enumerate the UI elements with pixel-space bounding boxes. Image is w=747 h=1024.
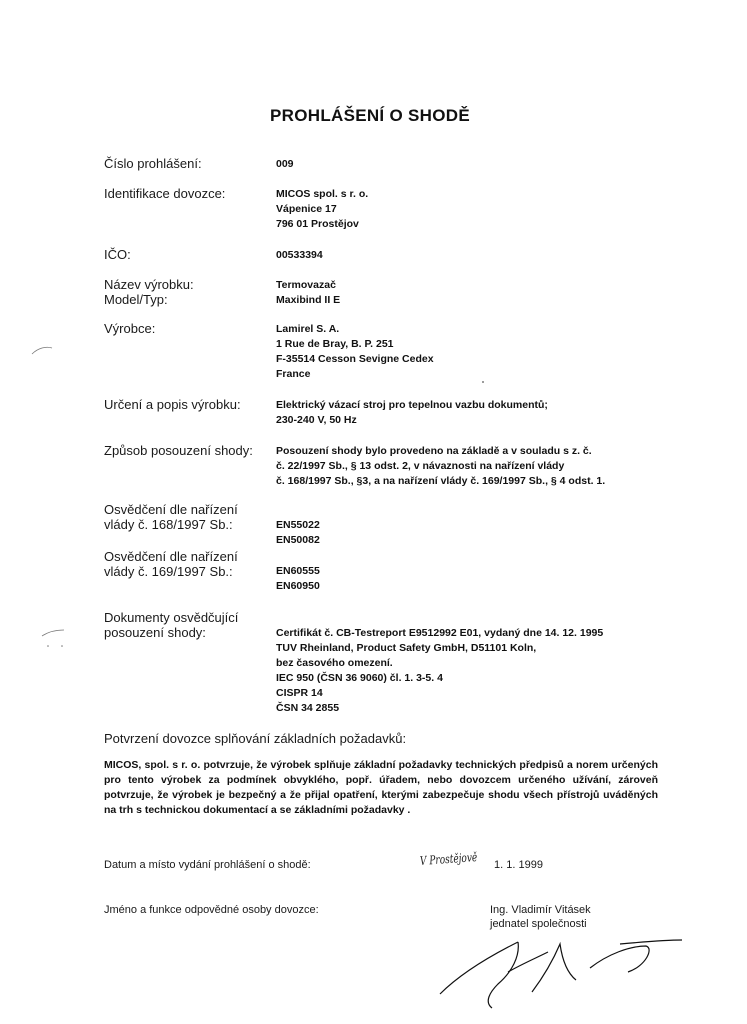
label-product-name: Název výrobku: [104, 277, 194, 292]
person-role: jednatel společnosti [490, 918, 587, 930]
label-declaration-number: Číslo prohlášení: [104, 156, 202, 171]
label-model-type: Model/Typ: [104, 292, 168, 307]
value-documents-1: Certifikát č. CB-Testreport E9512992 E01, vydaný dne 14. 12. 1995 [276, 627, 604, 639]
value-product-purpose-1: Elektrický vázací stroj pro tepelnou vazbu dokumentů; [276, 399, 548, 411]
label-certificate-169: Osvědčení dle nařízení [104, 549, 238, 564]
value-assessment-1: Posouzení shody bylo provedeno na základě a v souladu s z. č. [276, 445, 592, 457]
value-assessment-3: č. 168/1997 Sb., §3, a na nařízení vlády č. 169/1997 Sb., § 4 odst. 1. [276, 475, 606, 487]
value-manufacturer-city: F-35514 Cesson Sevigne Cedex [276, 353, 434, 365]
label-importer: Identifikace dovozce: [104, 186, 226, 201]
value-declaration-number: 009 [276, 158, 294, 170]
value-cert-169-2: EN60950 [276, 580, 320, 592]
confirmation-text: MICOS, spol. s r. o. potvrzuje, že výrobek splňuje základní požadavky technických předpisů a norem určených pro tento výrobek za podmínek obvyklého, popř. úřadem, nebo dovozcem určeného užívání, zároveň potvrzuje, že výrobek je bezpečný a že přijal opatření, kterými zabezpečuje shodu všech přístrojů uváděných na trh s technickou dokumentací a se základními požadavky . [104, 759, 658, 816]
document-title: PROHLÁŠENÍ O SHODĚ [270, 106, 470, 125]
signature-image [420, 932, 690, 1012]
label-certificate-168: Osvědčení dle nařízení [104, 502, 238, 517]
value-product-purpose-2: 230-240 V, 50 Hz [276, 414, 357, 426]
value-assessment-2: č. 22/1997 Sb., § 13 odst. 2, v návaznosti na nařízení vlády [276, 460, 565, 472]
value-model-type: Maxibind II E [276, 294, 341, 306]
value-documents-6: ČSN 34 2855 [276, 702, 340, 714]
label-certificate-168-2: vlády č. 168/1997 Sb.: [104, 517, 233, 532]
value-cert-168-2: EN50082 [276, 534, 320, 546]
scan-mark-bottom [40, 626, 70, 650]
date-label: Datum a místo vydání prohlášení o shodě: [104, 859, 311, 871]
value-importer-name: MICOS spol. s r. o. [276, 188, 369, 200]
value-manufacturer-street: 1 Rue de Bray, B. P. 251 [276, 338, 394, 350]
value-documents-2: TUV Rheinland, Product Safety GmbH, D51101 Koln, [276, 642, 537, 654]
person-label: Jméno a funkce odpovědné osoby dovozce: [104, 904, 319, 916]
value-importer-city: 796 01 Prostějov [276, 218, 359, 230]
label-certificate-169-2: vlády č. 169/1997 Sb.: [104, 564, 233, 579]
value-manufacturer-name: Lamirel S. A. [276, 323, 340, 335]
label-documents-2: posouzení shody: [104, 625, 206, 640]
handwritten-place: V Prostějově [419, 850, 478, 868]
value-documents-3: bez časového omezení. [276, 657, 393, 669]
label-assessment-method: Způsob posouzení shody: [104, 443, 253, 458]
value-product-name: Termovazač [276, 279, 336, 291]
label-documents: Dokumenty osvědčující [104, 610, 239, 625]
confirmation-heading: Potvrzení dovozce splňování základních požadavků: [104, 731, 407, 746]
label-ico: IČO: [104, 247, 131, 262]
value-manufacturer-country: France [276, 368, 311, 380]
label-product-purpose: Určení a popis výrobku: [104, 397, 241, 412]
value-documents-4: IEC 950 (ČSN 36 9060) čl. 1. 3-5. 4 [276, 672, 443, 684]
person-name: Ing. Vladimír Vitásek [490, 904, 591, 916]
scan-mark-top [30, 344, 54, 358]
value-ico: 00533394 [276, 249, 323, 261]
label-manufacturer: Výrobce: [104, 321, 156, 336]
value-documents-5: CISPR 14 [276, 687, 323, 699]
value-cert-169-1: EN60555 [276, 565, 320, 577]
value-cert-168-1: EN55022 [276, 519, 320, 531]
scan-dot [480, 379, 486, 385]
date-value: 1. 1. 1999 [494, 859, 543, 871]
value-importer-street: Vápenice 17 [276, 203, 337, 215]
